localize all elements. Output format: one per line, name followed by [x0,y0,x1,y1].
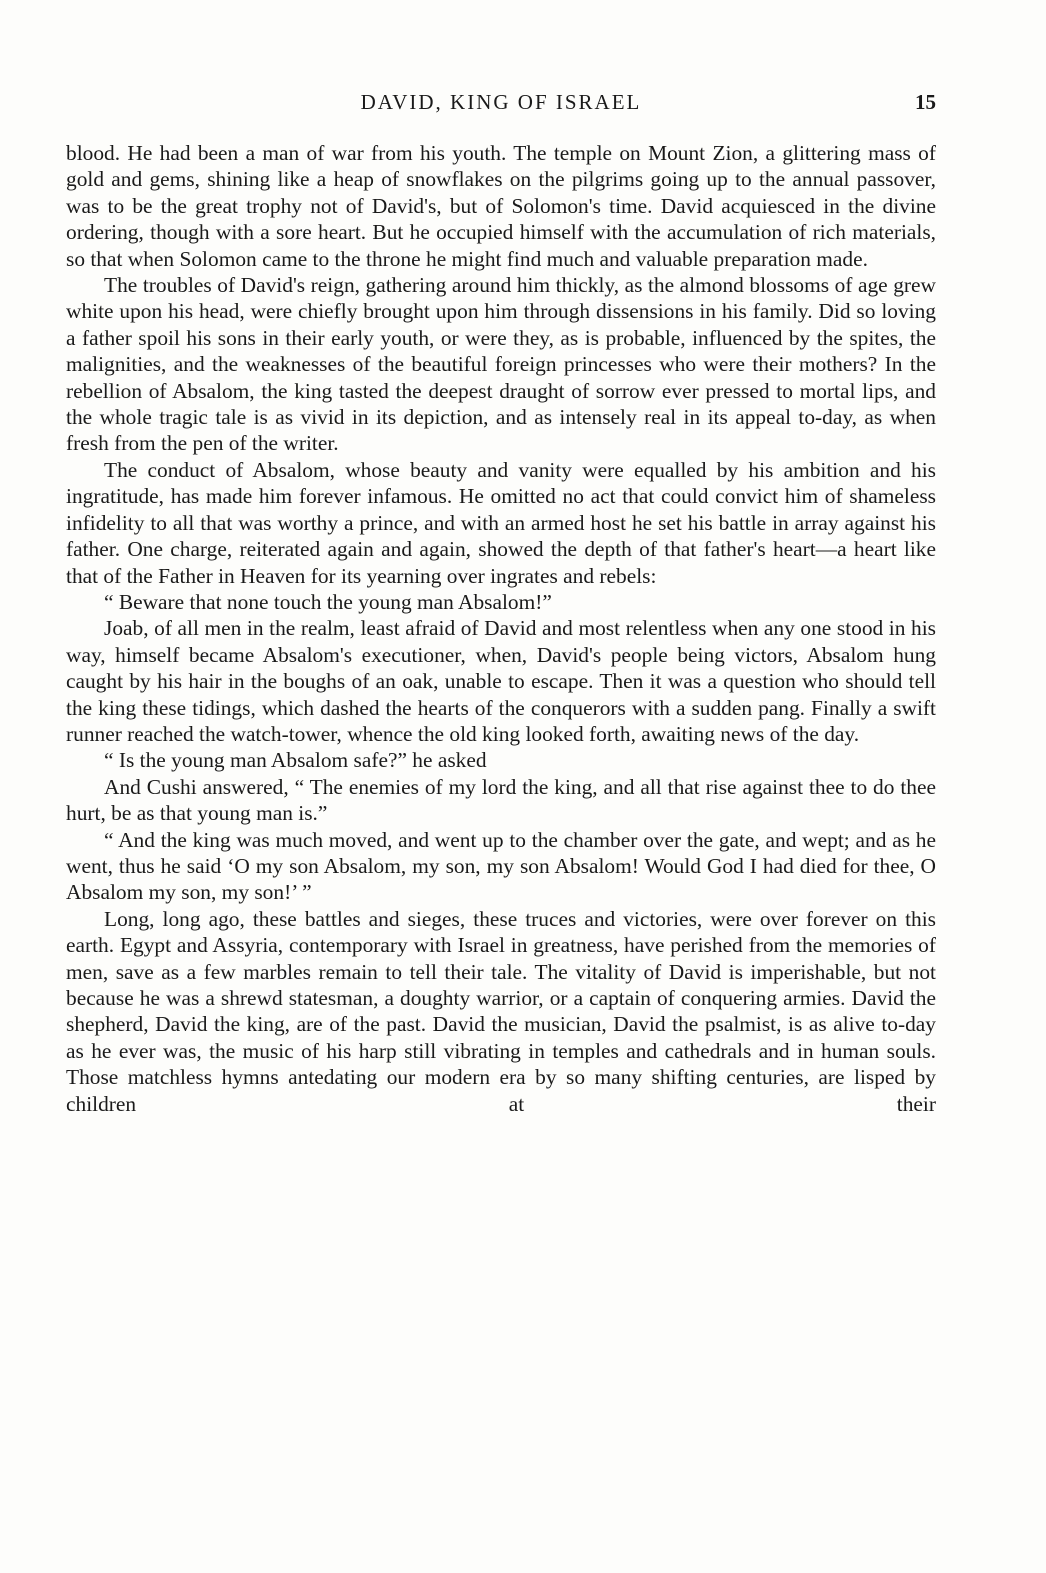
running-title: DAVID, KING OF ISRAEL [360,90,642,114]
paragraph-2: The troubles of David's reign, gathering around him thickly, as the almond blossoms of age grew white upon his head, were chiefly brought upon him through dissensions in his family. Did so loving a father spoil his sons in their early youth, or were they, as is probable, influenced by the spites, the malignities, and the weaknesses of the beautiful foreign princesses who were their mothers? In the rebellion of Absalom, the king tasted the deepest draught of sorrow ever pressed to mortal lips, and the whole tragic tale is as vivid in its depiction, and as intensely real in its appeal to-day, as when fresh from the pen of the writer. [66,273,936,456]
paragraph-joab: Joab, of all men in the realm, least afraid of David and most relentless when any one stood in his way, himself became Absalom's executioner, when, David's people being victors, Absalom hung caught by his hair in the boughs of an oak, unable to escape. Then it was a question who should tell the king these tidings, which dashed the hearts of the conquerors with a sudden pang. Finally a swift runner reached the watch-tower, whence the old king looked forth, awaiting news of the day. [66,616,936,746]
page-number: 15 [915,90,936,114]
body-text [66,140,936,1117]
quote-is-absalom-safe: “ Is the young man Absalom safe?” he asked [104,748,487,773]
paragraph-final: Long, long ago, these battles and sieges, these truces and victories, were over forever on this earth. Egypt and Assyria, contemporary with Israel in greatness, have perished from the memories of men, save as a few marbles remain to tell their tale. The vitality of David is imperishable, but not because he was a shrewd statesman, a doughty warrior, or a captain of conquering armies. David the shepherd, David the king, are of the past. David the musician, David the psalmist, is as alive to-day as he ever was, the music of his harp still vibrating in temples and cathedrals and in human souls. Those matchless hymns antedating our modern era by so many shifting centuries, are lisped by children at their [66,906,936,1116]
paragraph-3: The conduct of Absalom, whose beauty and vanity were equalled by his ambition and his ingratitude, has made him forever infamous. He omitted no act that could convict him of shameless infidelity to all that was worthy a prince, and with an armed host he set his battle in array against his father. One charge, reiterated again and again, showed the depth of that father's heart—a heart like that of the Father in Heaven for its yearning over ingrates and rebels: [66,457,936,588]
page-header [66,90,936,126]
paragraph-1: blood. He had been a man of war from his youth. The temple on Mount Zion, a glittering mass of gold and gems, shining like a heap of snowflakes on the pilgrims going up to the annual passover, was to be the great trophy not of David's, but of Solomon's time. David acquiesced in the divine ordering, though with a sore heart. But he occupied himself with the accumulation of rich materials, so that when Solomon came to the throne he might find much and valuable preparation made. [66,141,936,271]
paragraph-cushi: And Cushi answered, “ The enemies of my lord the king, and all that rise against thee to do thee hurt, be as that young man is.” [66,774,936,826]
quote-beware: “ Beware that none touch the young man Absalom!” [104,589,552,614]
quote-lament: “ And the king was much moved, and went up to the chamber over the gate, and wept; and as he went, thus he said ‘O my son Absalom, my son, my son Absalom! Would God I had died for thee, O Absalom my son, my son!’ ” [66,827,936,905]
